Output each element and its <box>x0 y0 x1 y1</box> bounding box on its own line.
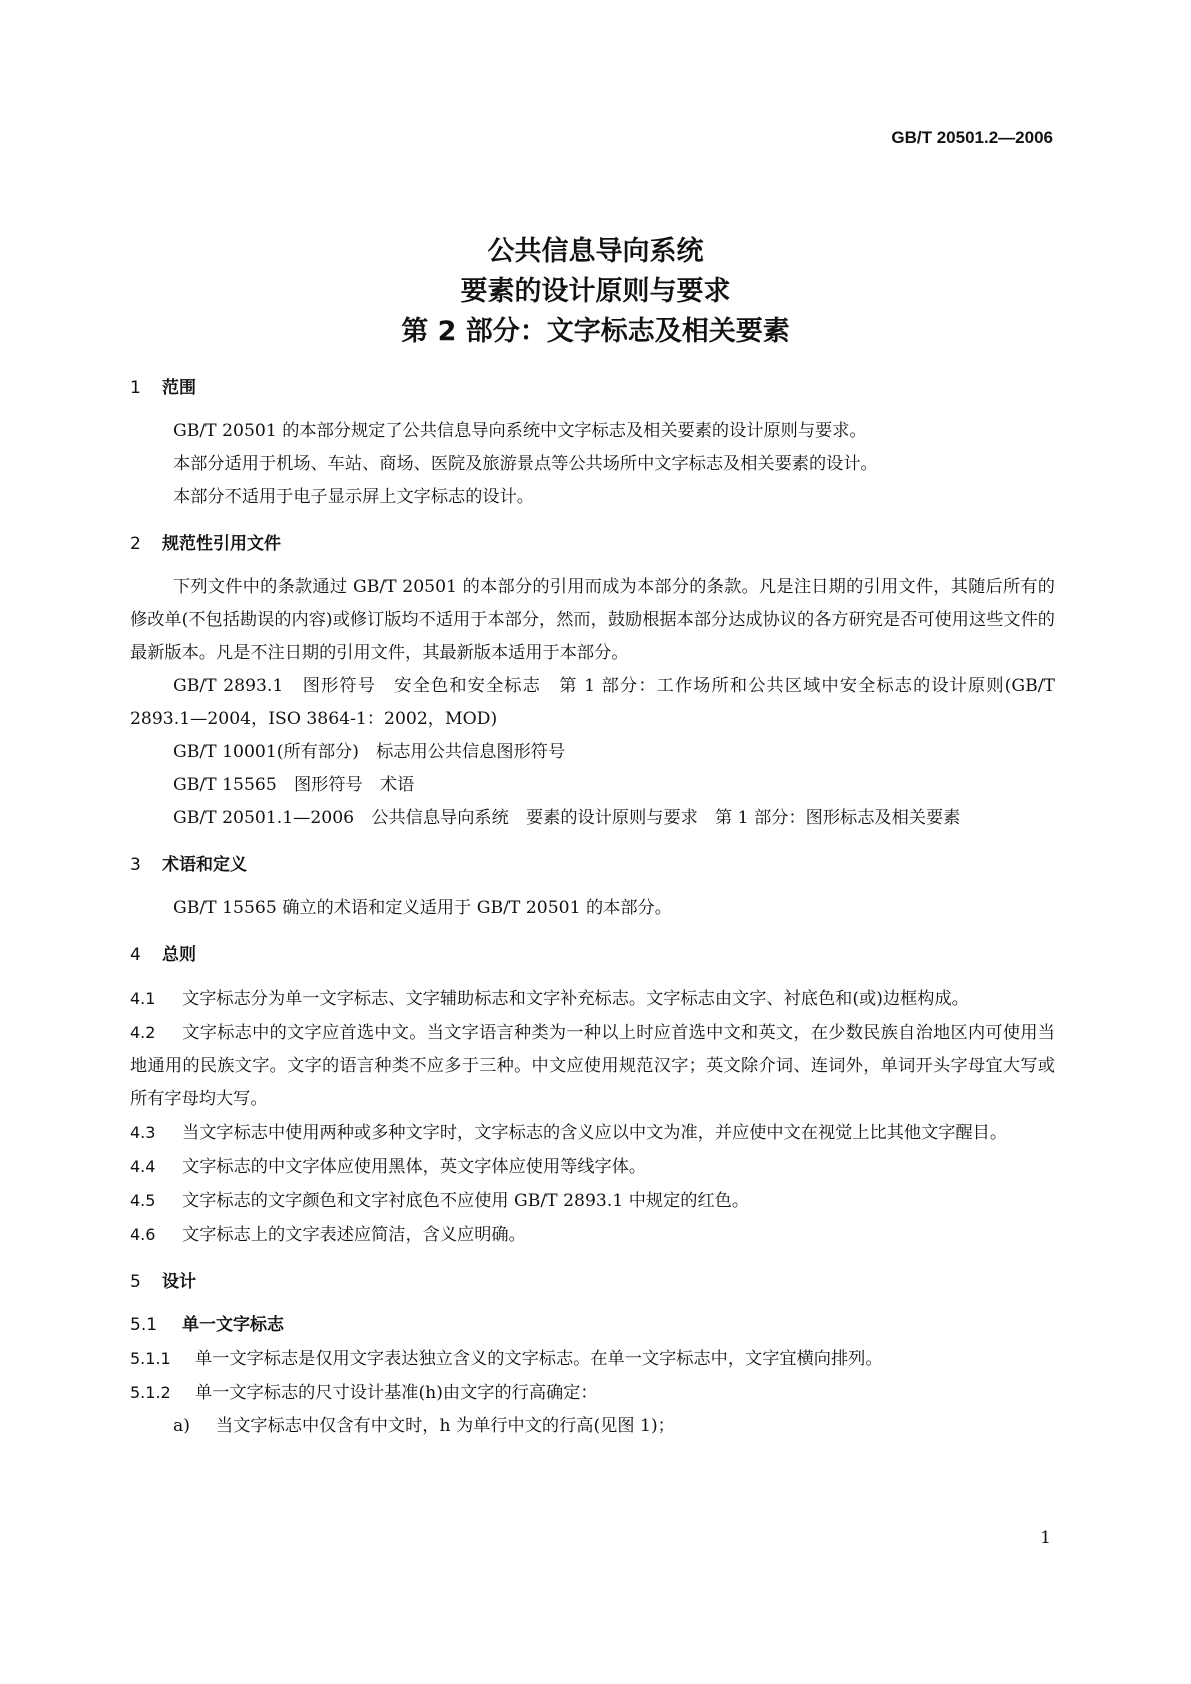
clause-number: 5.1.1 <box>130 1349 171 1368</box>
section-heading-terms <box>130 849 1055 882</box>
clause-text: 单一文字标志是仅用文字表达独立含义的文字标志。在单一文字标志中，文字宜横向排列。 <box>195 1349 883 1369</box>
clause <box>130 1184 1055 1218</box>
list-item <box>130 1410 1055 1443</box>
subsection-title: 单一文字标志 <box>182 1315 284 1335</box>
clause <box>130 1218 1055 1252</box>
section-number: 4 <box>130 945 141 965</box>
section-heading-general <box>130 939 1055 972</box>
section-number: 1 <box>130 378 141 398</box>
clause-number: 4.6 <box>130 1225 156 1244</box>
section-heading-normative-references <box>130 528 1055 561</box>
section-title: 规范性引用文件 <box>162 534 281 554</box>
clause-text: 文字标志的中文字体应使用黑体，英文字体应使用等线字体。 <box>182 1157 647 1177</box>
section-heading-scope <box>130 372 1055 405</box>
clause <box>130 1016 1055 1116</box>
section-number: 3 <box>130 855 141 875</box>
clause-text: 文字标志中的文字应首选中文。当文字语言种类为一种以上时应首选中文和英文，在少数民族自治地区内可使用当地通用的民族文字。文字的语言种类不应多于三种。中文应使用规范汉字；英文除介词、连词外，单词开头字母宜大写或所有字母均大写。 <box>130 1023 1055 1109</box>
paragraph: GB/T 15565 确立的术语和定义适用于 GB/T 20501 的本部分。 <box>173 898 672 918</box>
reference-item: GB/T 20501.1—2006 公共信息导向系统 要素的设计原则与要求 第 1 部分：图形标志及相关要素 <box>173 808 961 828</box>
section-number: 5 <box>130 1272 141 1292</box>
section-title: 范围 <box>162 378 196 398</box>
subsection-heading <box>130 1309 1055 1342</box>
clause-number: 4.1 <box>130 989 156 1008</box>
title-line-3: 第 2 部分：文字标志及相关要素 <box>401 316 790 347</box>
paragraph: GB/T 20501 的本部分规定了公共信息导向系统中文字标志及相关要素的设计原则与要求。 <box>173 421 867 441</box>
paragraph: 本部分不适用于电子显示屏上文字标志的设计。 <box>173 487 534 507</box>
clause-number: 4.3 <box>130 1123 156 1142</box>
clause <box>130 1376 1055 1410</box>
clause-text: 文字标志上的文字表述应简洁，含义应明确。 <box>182 1225 526 1245</box>
reference-item: GB/T 15565 图形符号 术语 <box>173 775 415 795</box>
clause <box>130 982 1055 1016</box>
section-title: 设计 <box>162 1272 196 1292</box>
section-title: 术语和定义 <box>162 855 247 875</box>
clause-number: 4.2 <box>130 1023 156 1042</box>
clause-number: 5.1.2 <box>130 1383 171 1402</box>
section-title: 总则 <box>162 945 196 965</box>
clause-text: 文字标志的文字颜色和文字衬底色不应使用 GB/T 2893.1 中规定的红色。 <box>182 1191 750 1211</box>
paragraph: 下列文件中的条款通过 GB/T 20501 的本部分的引用而成为本部分的条款。凡是注日期的引用文件，其随后所有的修改单(不包括勘误的内容)或修订版均不适用于本部分，然而，鼓励根据本部分达成协议的各方研究是否可使用这些文件的最新版本。凡是不注日期的引用文件，其最新版本适用于本部分。 <box>130 577 1055 663</box>
page-number: 1 <box>1040 1528 1051 1548</box>
standard-code: GB/T 20501.2—2006 <box>891 128 1053 147</box>
document-body <box>130 372 1055 1443</box>
clause <box>130 1342 1055 1376</box>
clause <box>130 1116 1055 1150</box>
reference-item: GB/T 10001(所有部分) 标志用公共信息图形符号 <box>173 742 566 762</box>
title-line-1: 公共信息导向系统 <box>487 236 704 267</box>
reference-item: GB/T 2893.1 图形符号 安全色和安全标志 第 1 部分：工作场所和公共区域中安全标志的设计原则(GB/T 2893.1—2004，ISO 3864-1：2002，MOD) <box>130 676 1055 729</box>
clause-number: 4.4 <box>130 1157 156 1176</box>
document-title <box>0 232 1191 352</box>
clause-number: 4.5 <box>130 1191 156 1210</box>
list-text: 当文字标志中仅含有中文时，h 为单行中文的行高(见图 1)； <box>216 1416 675 1436</box>
paragraph: 本部分适用于机场、车站、商场、医院及旅游景点等公共场所中文字标志及相关要素的设计。 <box>173 454 878 474</box>
clause-text: 当文字标志中使用两种或多种文字时，文字标志的含义应以中文为准，并应使中文在视觉上比其他文字醒目。 <box>182 1123 1008 1143</box>
subsection-number: 5.1 <box>130 1315 158 1335</box>
clause <box>130 1150 1055 1184</box>
title-line-2: 要素的设计原则与要求 <box>460 276 731 307</box>
clause-text: 单一文字标志的尺寸设计基准(h)由文字的行高确定： <box>195 1383 598 1403</box>
section-heading-design <box>130 1266 1055 1299</box>
clause-text: 文字标志分为单一文字标志、文字辅助标志和文字补充标志。文字标志由文字、衬底色和(或)边框构成。 <box>182 989 969 1009</box>
section-number: 2 <box>130 534 141 554</box>
list-marker: a) <box>173 1416 190 1436</box>
